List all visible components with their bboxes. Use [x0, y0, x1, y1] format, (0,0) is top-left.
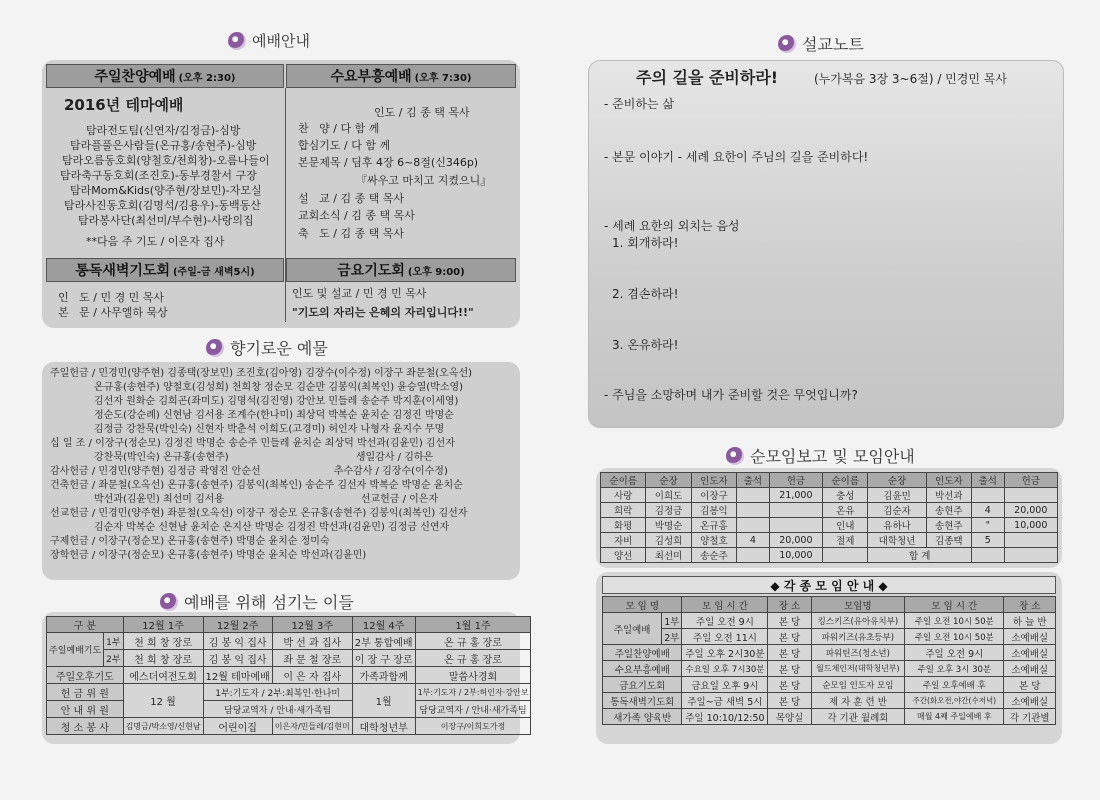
sunday-band [46, 64, 284, 88]
offering-line: 감사헌금 / 민경민(양주현) 김정금 곽영진 안순선 추수감사 / 김장수(이수정) [50, 466, 448, 477]
table-cell [1004, 548, 1057, 563]
table-cell: 파워키즈(유초등부) [811, 629, 905, 645]
table-cell: 김정금 [646, 503, 691, 518]
wed-line: 찬 양 / 다 함 께 [298, 122, 380, 135]
table-cell: 김 봉 익 집사 [203, 650, 272, 667]
table-header: 출석 [737, 473, 770, 488]
table-row [603, 661, 1056, 677]
table-cell [737, 488, 770, 503]
cell-report-table [600, 472, 1058, 563]
theme-line: 탐라전도팀(신연자/김정금)-심방 [86, 124, 241, 137]
worship-title-text: 예배안내 [252, 32, 310, 50]
table-cell: 1부 [104, 633, 123, 650]
table-row [603, 709, 1056, 725]
table-cell [737, 503, 770, 518]
table-cell: 주일찬양예배 [603, 645, 682, 661]
table-cell: 10,000 [769, 548, 822, 563]
offering-line: 건축헌금 / 좌문철(오옥선) 온규홍(송현주) 김봉익(최복인) 송순주 김선자 박복순 박명순 윤치순 [50, 480, 463, 491]
table-cell: 절제 [823, 533, 868, 548]
table-cell: " [972, 518, 1005, 533]
sermon-title-text: 설교노트 [802, 35, 864, 54]
offering-title-text: 향기로운 예물 [230, 339, 328, 358]
table-header: 1월 1주 [415, 617, 531, 633]
table-cell: 본 당 [1004, 677, 1056, 693]
sermon-point: - 주님을 소망하며 내가 준비할 것은 무엇입니까? [604, 388, 858, 402]
wed-line: 합심기도 / 다 함 께 [298, 139, 391, 152]
table-row [603, 597, 1056, 613]
sermon-point: 3. 온유하라! [612, 338, 679, 352]
table-cell: 수요부흥예배 [603, 661, 682, 677]
table-cell: 말씀사경회 [415, 667, 531, 684]
offering-line: 주일헌금 / 민경민(양주현) 김종택(장보민) 조진호(김아영) 김장수(이수정) 이장구 좌문철(오옥선) [50, 368, 473, 379]
table-cell: 각 기관별 [1004, 709, 1056, 725]
table-cell: 본 당 [768, 645, 811, 661]
meetings-band [602, 576, 1056, 594]
table-row [47, 718, 531, 735]
table-header: 모 임 시 간 [905, 597, 1004, 613]
theme-line: 탐라사진동호회(김명석/김용우)-동백동산 [64, 199, 261, 212]
sermon-section-title [778, 32, 864, 55]
dawn-time: (주일-금 새벽5시) [172, 266, 255, 278]
table-cell [737, 548, 770, 563]
table-cell: 온유 [823, 503, 868, 518]
dawn-head: 통독새벽기도회 [75, 263, 170, 279]
sermon-point: - 세례 요한의 외치는 음성 [604, 219, 740, 233]
cell-title-text: 순모임보고 및 모임안내 [750, 447, 915, 466]
table-row [47, 684, 531, 701]
servants-title-text: 예배를 위해 섬기는 이들 [184, 593, 354, 612]
table-row [603, 629, 1056, 645]
table-row [47, 701, 531, 718]
wed-line: 축 도 / 김 종 택 목사 [298, 227, 405, 240]
table-cell: 이 장 구 장로 [352, 650, 415, 667]
table-cell: 대학청년부 [352, 718, 415, 735]
table-cell: 온 규 홍 장로 [415, 633, 531, 650]
table-cell: 자비 [601, 533, 646, 548]
wed-line: 설 교 / 김 종 택 목사 [298, 192, 405, 205]
table-cell: 사랑 [601, 488, 646, 503]
offering-line: 선교헌금 / 민경민(양주현) 좌문철(오옥선) 이장구 정순모 온규홍(송현주) 김봉익(최복인) 김선자 [50, 508, 468, 519]
table-cell: 금요일 오후 9시 [682, 677, 768, 693]
table-cell: 온규홍 [691, 518, 736, 533]
table-cell: 1부:기도자 / 2부:허인자·강안보 [415, 684, 531, 701]
table-cell: 천 희 창 장로 [123, 633, 203, 650]
table-cell: 담당교역자 / 안내·새가족팀 [203, 701, 352, 718]
table-cell: 박명순 [646, 518, 691, 533]
table-cell: 4 [972, 503, 1005, 518]
sermon-point: 1. 회개하라! [612, 236, 679, 250]
table-cell: 헌 금 위 원 [47, 684, 124, 701]
offering-section-title [206, 336, 328, 359]
table-cell: 파워틴즈(청소년) [811, 645, 905, 661]
table-cell: 송순주 [691, 548, 736, 563]
table-row [601, 548, 1058, 563]
table-cell: 20,000 [1004, 503, 1057, 518]
table-header: 모임명 [811, 597, 905, 613]
theme-line: 탐라봉사단(최선미/부수현)-사랑의집 [78, 214, 254, 227]
table-cell [972, 488, 1005, 503]
table-cell: 1월 [352, 684, 415, 718]
table-cell: 2부 [104, 650, 123, 667]
table-cell: 에스더여전도회 [123, 667, 203, 684]
table-header: 12월 2주 [203, 617, 272, 633]
table-cell [769, 503, 822, 518]
table-cell: 주일오후기도 [47, 667, 124, 684]
table-cell [972, 548, 1005, 563]
table-header: 출석 [972, 473, 1005, 488]
offering-line: 박선과(김윤민) 최선미 김서용 선교헌금 / 이은자 [94, 494, 439, 505]
table-header: 장 소 [768, 597, 811, 613]
worship-divider [285, 88, 286, 322]
table-cell: 김순자 [868, 503, 926, 518]
flower-icon [778, 35, 796, 53]
offering-line: 정순도(강순례) 신현남 김서용 조계수(한나미) 최상덕 박복순 윤치순 김정진 박명순 [94, 410, 454, 421]
offering-line: 김선자 원화순 김희곤(좌미도) 김명석(김진영) 강안보 민들레 송순주 박지훈(이세영) [94, 396, 459, 407]
fri-time: (오후 9:00) [407, 266, 465, 278]
flower-icon [206, 339, 224, 357]
table-row [47, 650, 531, 667]
table-cell: 20,000 [769, 533, 822, 548]
table-cell: 주일~금 새벽 5시 [682, 693, 768, 709]
table-header: 인도자 [926, 473, 971, 488]
table-cell: 어린이집 [203, 718, 272, 735]
table-row [603, 613, 1056, 629]
table-header: 헌금 [769, 473, 822, 488]
sermon-point: 2. 겸손하라! [612, 287, 679, 301]
table-header: 모 임 명 [603, 597, 682, 613]
wed-time: (오후 7:30) [414, 72, 472, 84]
servants-section-title [160, 590, 354, 613]
table-cell: 금요기도회 [603, 677, 682, 693]
table-cell: 주일 오후예배 후 [905, 677, 1004, 693]
table-cell: 21,000 [769, 488, 822, 503]
meetings-title: ◆ 각 종 모 임 안 내 ◆ [770, 578, 888, 593]
table-cell: 이은자/민들레/김현미 [272, 718, 352, 735]
table-cell: 좌 문 철 장로 [272, 650, 352, 667]
fri-line: "기도의 자리는 은혜의 자리입니다!!" [292, 306, 474, 319]
table-cell: 주일 오전 9시 [905, 645, 1004, 661]
table-cell: 가족과함께 [352, 667, 415, 684]
table-cell: 본 당 [768, 661, 811, 677]
table-row [603, 693, 1056, 709]
table-cell: 주일 오전 11시 [682, 629, 768, 645]
table-header: 순장 [868, 473, 926, 488]
table-cell: 제 자 훈 련 반 [811, 693, 905, 709]
table-cell: 주일 오후 3시 30분 [905, 661, 1004, 677]
table-cell: 소예배실 [1004, 629, 1056, 645]
table-row [601, 488, 1058, 503]
table-cell: 1부:기도자 / 2부:최복인·한나미 [203, 684, 352, 701]
dawn-line: 본 문 / 사무엘하 묵상 [58, 306, 168, 319]
offering-line: 구제헌금 / 이장구(정순모) 온규홍(송현주) 박명순 윤치순 정미숙 [50, 536, 330, 547]
table-cell: 김윤민 [868, 488, 926, 503]
sermon-point: - 준비하는 삶 [604, 97, 674, 111]
offering-line: 강찬묵(박인숙) 온규홍(송현주) 생일감사 / 김하은 [94, 452, 434, 463]
table-cell: 12월 테마예배 [203, 667, 272, 684]
sermon-point: - 본문 이야기 - 세례 요한이 주님의 길을 준비하다! [604, 150, 869, 164]
table-header: 모 임 시 간 [682, 597, 768, 613]
table-cell: 주일 10:10/12:50 [682, 709, 768, 725]
table-cell [1004, 533, 1057, 548]
table-row [603, 677, 1056, 693]
table-cell: 주일 오전 10시 50분 [905, 629, 1004, 645]
wed-line: 본문제목 / 딤후 4장 6~8절(신346p) [298, 156, 479, 169]
table-header: 인도자 [691, 473, 736, 488]
theme-line: 탐라플풀은사람들(온규홍/송현주)-심방 [70, 139, 257, 152]
table-cell: 김 봉 익 집사 [203, 633, 272, 650]
table-header: 12월 1주 [123, 617, 203, 633]
meetings-table [602, 596, 1056, 725]
table-cell: 본 당 [768, 693, 811, 709]
table-cell: 청 소 봉 사 [47, 718, 124, 735]
table-header: 헌금 [1004, 473, 1057, 488]
table-cell: 이희도 [646, 488, 691, 503]
table-header: 순이름 [601, 473, 646, 488]
table-row [47, 617, 531, 633]
offering-line: 십 일 조 / 이장구(정순모) 김정진 박명순 송순주 민들레 윤치순 최상덕 박선과(김윤민) 김선자 [50, 438, 455, 449]
table-header: 구 분 [47, 617, 124, 633]
table-row [603, 645, 1056, 661]
table-cell: 충성 [823, 488, 868, 503]
table-cell: 이 은 자 집사 [272, 667, 352, 684]
table-cell: 안 내 위 원 [47, 701, 124, 718]
offering-line: 김순자 박복순 신현남 윤치순 온지산 박명순 김정진 박선과(김윤민) 김정금 신연자 [94, 522, 450, 533]
table-cell: 주일예배 [603, 613, 662, 645]
table-cell: 본 당 [768, 629, 811, 645]
offering-line: 김정금 강찬묵(박인숙) 신현자 박춘석 이희도(고경미) 허인자 나형자 윤지수 무명 [94, 424, 445, 435]
table-cell: 5 [972, 533, 1005, 548]
table-header: 장 소 [1004, 597, 1056, 613]
table-cell: 새가족 양육반 [603, 709, 682, 725]
table-cell: 2부 통합예배 [352, 633, 415, 650]
table-cell: 이장구/이희도가정 [415, 718, 531, 735]
table-cell: 소예배실 [1004, 645, 1056, 661]
wed-line: 교회소식 / 김 종 택 목사 [298, 209, 415, 222]
wed-line: 인도 / 김 종 택 목사 [374, 106, 470, 119]
table-cell: 주일예배기도 [47, 633, 104, 667]
table-row [601, 533, 1058, 548]
table-cell: 본 당 [768, 677, 811, 693]
flower-icon [726, 447, 744, 465]
table-cell: 매월 4째 주일예배 후 [905, 709, 1004, 725]
table-cell: 박선과 [926, 488, 971, 503]
wed-line: 『싸우고 마치고 지켰으니』 [356, 174, 492, 187]
table-cell: 1부 [662, 613, 682, 629]
theme-line: 탐라Mom&Kids(양주현/장보민)-자모실 [70, 184, 262, 197]
sunday-head: 주일찬양예배 [94, 69, 176, 85]
table-row [601, 503, 1058, 518]
table-cell: 월드체인저(대학청년부) [811, 661, 905, 677]
worship-section-title [228, 30, 310, 51]
table-cell [823, 548, 868, 563]
table-cell: 희락 [601, 503, 646, 518]
table-cell: 김명금/박소영/신현남 [123, 718, 203, 735]
table-cell: 천 희 창 장로 [123, 650, 203, 667]
table-cell: 4 [737, 533, 770, 548]
table-cell: 하 늘 반 [1004, 613, 1056, 629]
flower-icon [228, 32, 246, 50]
table-row [47, 633, 531, 650]
table-cell: 킹스키즈(유아유치부) [811, 613, 905, 629]
table-cell: 주일 오전 10시 50분 [905, 613, 1004, 629]
table-cell: 소예배실 [1004, 661, 1056, 677]
sunday-prayer: **다음 주 기도 / 이은자 집사 [86, 235, 225, 248]
table-cell: 통독새벽기도회 [603, 693, 682, 709]
table-cell [737, 518, 770, 533]
table-cell: 수요일 오후 7시30분 [682, 661, 768, 677]
wed-head: 수요부흥예배 [330, 69, 412, 85]
table-cell: 인내 [823, 518, 868, 533]
table-cell: 각 기관 월례회 [811, 709, 905, 725]
flower-icon [160, 593, 178, 611]
table-cell: 유하나 [868, 518, 926, 533]
table-header: 12월 3주 [272, 617, 352, 633]
fri-head: 금요기도회 [337, 263, 405, 279]
table-header: 순이름 [823, 473, 868, 488]
table-cell: 온 규 홍 장로 [415, 650, 531, 667]
table-cell: 양철호 [691, 533, 736, 548]
offering-line: 온규홍(송현주) 양철호(김성희) 천희창 정순모 김순만 김봉익(최복인) 윤승열(박소영) [94, 382, 464, 393]
table-cell: 순모임 인도자 모임 [811, 677, 905, 693]
table-cell: 담당교역자 / 안내·새가족팀 [415, 701, 531, 718]
fri-line: 인도 및 설교 / 민 경 민 목사 [292, 287, 427, 300]
table-cell: 김봉익 [691, 503, 736, 518]
table-cell: 화평 [601, 518, 646, 533]
wed-band [286, 64, 516, 88]
table-cell: 이장구 [691, 488, 736, 503]
table-cell: 박 선 과 집사 [272, 633, 352, 650]
sermon-heading: 주의 길을 준비하라! [636, 68, 779, 87]
cell-section-title [726, 444, 915, 467]
theme-line: 탐라축구동호회(조진호)-동부경찰서 구장 [60, 169, 257, 182]
table-cell [1004, 488, 1057, 503]
table-cell: 김종택 [926, 533, 971, 548]
theme-line: 탐라오름동호회(양철호/천희창)-오름나들이 [62, 154, 270, 167]
table-cell: 목양실 [768, 709, 811, 725]
table-cell: 김성희 [646, 533, 691, 548]
table-row [601, 473, 1058, 488]
table-cell: 12 월 [123, 684, 203, 718]
table-header: 순장 [646, 473, 691, 488]
table-cell: 송현주 [926, 503, 971, 518]
table-cell: 본 당 [768, 613, 811, 629]
table-cell: 주일 오후 2시30분 [682, 645, 768, 661]
table-cell: 주일 오전 9시 [682, 613, 768, 629]
table-row [601, 518, 1058, 533]
table-cell: 주간(화오전,야간(수저녁) [905, 693, 1004, 709]
table-header: 12월 4주 [352, 617, 415, 633]
sermon-reference: (누가복음 3장 3~6절) / 민경민 목사 [814, 72, 1007, 86]
sunday-time: (오후 2:30) [178, 72, 236, 84]
table-cell: 10,000 [1004, 518, 1057, 533]
table-cell [769, 518, 822, 533]
table-row [47, 667, 531, 684]
dawn-line: 인 도 / 민 경 민 목사 [58, 291, 165, 304]
table-cell: 최선미 [646, 548, 691, 563]
table-cell: 대학청년 [868, 533, 926, 548]
table-cell: 양선 [601, 548, 646, 563]
servants-table [46, 616, 531, 735]
theme-title: 2016년 테마예배 [64, 96, 184, 114]
table-cell: 소예배실 [1004, 693, 1056, 709]
table-cell: 송현주 [926, 518, 971, 533]
table-cell: 합 계 [868, 548, 972, 563]
fri-band [286, 258, 516, 282]
table-cell: 2부 [662, 629, 682, 645]
offering-line: 장학헌금 / 이장구(정순모) 온규홍(송현주) 박명순 윤치순 박선과(김윤민) [50, 550, 367, 561]
dawn-band [46, 258, 284, 282]
